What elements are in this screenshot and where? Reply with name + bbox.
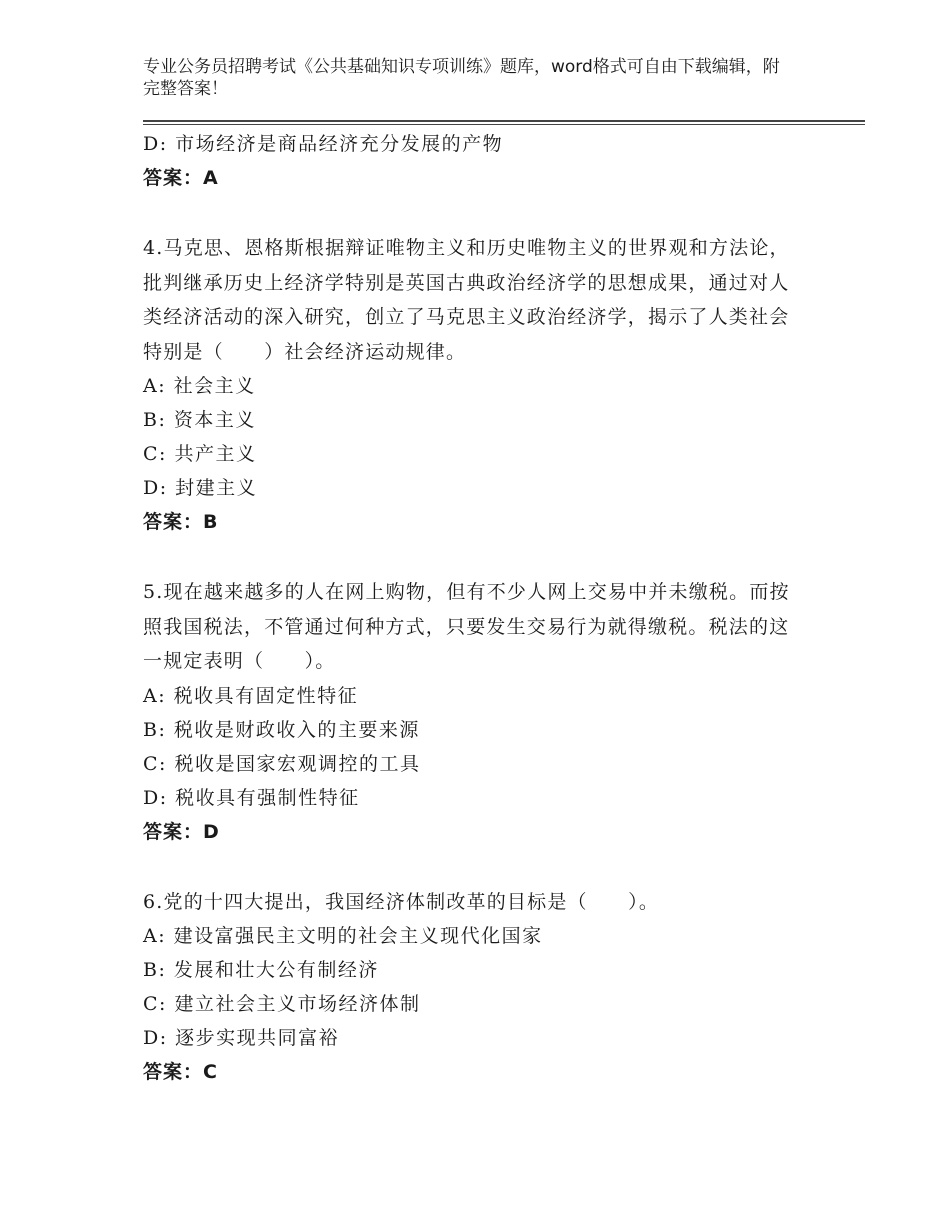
question-4 xyxy=(143,231,803,539)
question-stem: 4.马克思、恩格斯根据辩证唯物主义和历史唯物主义的世界观和方法论，批判继承历史上经济学特别是英国古典政治经济学的思想成果，通过对人类经济活动的深入研究，创立了马克思主义政治经济学，揭示了人类社会特别是（ ）社会经济运动规律。 xyxy=(143,237,790,363)
question-answer: 答案：D xyxy=(143,820,220,843)
option-c: C: 税收是国家宏观调控的工具 xyxy=(143,752,421,775)
document-header: 专业公务员招聘考试《公共基础知识专项训练》题库，word格式可自由下载编辑，附完整答案！ xyxy=(143,57,780,99)
spacer xyxy=(143,195,803,231)
option-a: A: 建设富强民主文明的社会主义现代化国家 xyxy=(143,925,543,947)
option-d: D: 封建主义 xyxy=(143,477,258,499)
question-5 xyxy=(143,575,803,849)
option-b: B: 发展和壮大公有制经济 xyxy=(143,959,379,981)
option-b: B: 资本主义 xyxy=(143,409,256,431)
option-a: A: 社会主义 xyxy=(143,375,256,397)
header-rule-thin xyxy=(143,124,865,125)
spacer xyxy=(143,849,803,885)
option-d: D: 税收具有强制性特征 xyxy=(143,786,360,809)
question-answer: 答案：B xyxy=(143,511,219,533)
header-rule-thick xyxy=(143,120,865,122)
prev-question-option-d: D: 市场经济是商品经济充分发展的产物 xyxy=(143,133,504,155)
question-stem: 6.党的十四大提出，我国经济体制改革的目标是（ ）。 xyxy=(143,890,660,913)
option-c: C: 建立社会主义市场经济体制 xyxy=(143,993,421,1015)
question-stem: 5.现在越来越多的人在网上购物，但有不少人网上交易中并未缴税。而按照我国税法，不管通过何种方式，只要发生交易行为就得缴税。税法的这一规定表明（ ）。 xyxy=(143,581,790,672)
spacer xyxy=(143,539,803,575)
question-answer: 答案：C xyxy=(143,1061,218,1083)
question-6 xyxy=(143,885,803,1090)
option-d: D: 逐步实现共同富裕 xyxy=(143,1027,340,1049)
option-c: C: 共产主义 xyxy=(143,443,257,465)
option-a: A: 税收具有固定性特征 xyxy=(143,684,359,707)
option-b: B: 税收是财政收入的主要来源 xyxy=(143,718,420,741)
prev-question-answer: 答案：A xyxy=(143,167,219,189)
question-list xyxy=(143,127,803,1089)
